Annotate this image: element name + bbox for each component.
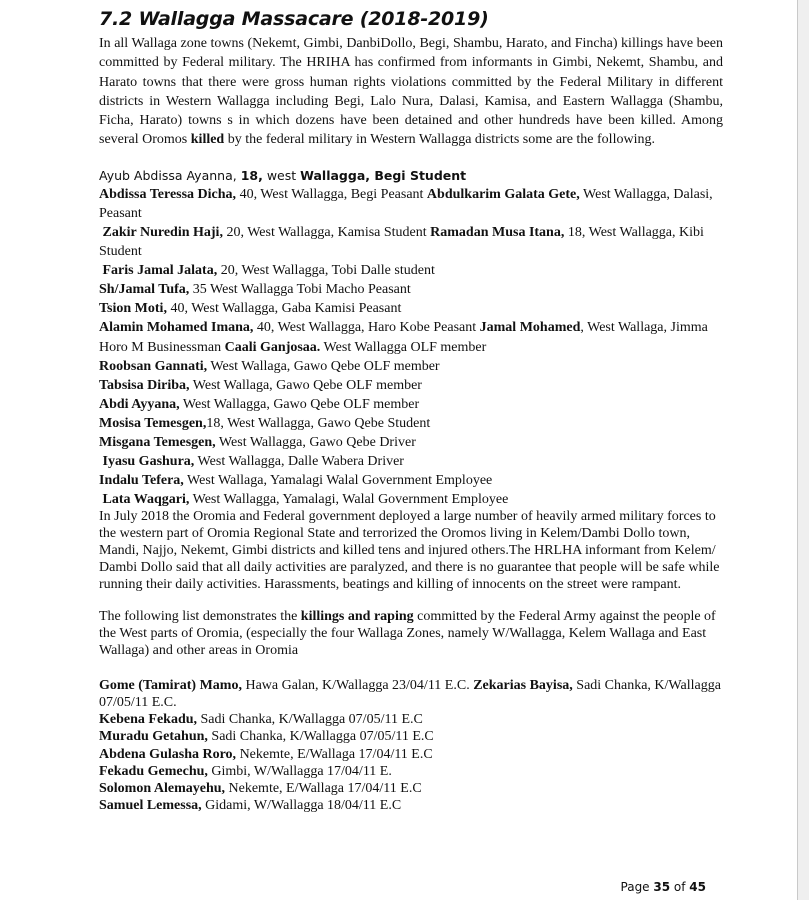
victim-entry: Misgana Temesgen, West Wallagga, Gawo Qebe Driver xyxy=(99,435,416,450)
victim-entry: Abdi Ayyana, West Wallagga, Gawo Qebe OLF member xyxy=(99,396,420,412)
section-title: 7.2 Wallagga Massacare (2018-2019) xyxy=(99,8,489,30)
victims-list-2 xyxy=(99,677,723,815)
victim-entry: Indalu Tefera, West Wallaga, Yamalagi Walal Government Employee xyxy=(99,473,493,489)
victim-entry: Samuel Lemessa, Gidami, W/Wallagga 18/04/11 E.C xyxy=(99,798,402,814)
victim-entry: Ayub Abdissa Ayanna, 18, west Wallagga, Begi Student xyxy=(99,167,467,183)
victim-entry: Kebena Fekadu, Sadi Chanka, K/Wallagga 07/05/11 E.C xyxy=(99,712,423,728)
victim-entry: Abdena Gulasha Roro, Nekemte, E/Wallaga 17/04/11 E.C xyxy=(99,746,433,762)
viewer-scrollbar[interactable] xyxy=(798,0,809,900)
victim-entry: Roobsan Gannati, West Wallaga, Gawo Qebe OLF member xyxy=(99,358,440,374)
victim-entry: Abdissa Teressa Dicha, 40, West Wallagga, Begi Peasant Abdulkarim Galata Gete, West Wallagga, Dalasi, Peasant xyxy=(99,186,713,221)
victim-entry: Alamin Mohamed Imana, 40, West Wallagga, Haro Kobe Peasant Jamal Mohamed, West Wallaga, Jimma Horo M Businessman Caali Ganjosaa. West Wallagga OLF member xyxy=(99,320,708,355)
victim-entry: Gome (Tamirat) Mamo, Hawa Galan, K/Wallagga 23/04/11 E.C. Zekarias Bayisa, Sadi Chanka, K/Wallagga 07/05/11 E.C. xyxy=(99,677,721,710)
victim-entry: Iyasu Gashura, West Wallagga, Dalle Wabera Driver xyxy=(102,454,404,470)
victims-list-1 xyxy=(99,166,723,510)
page-number-footer: Page 35 of 45 xyxy=(620,880,706,894)
victim-entry: Faris Jamal Jalata, 20, West Wallagga, Tobi Dalle student xyxy=(102,263,435,279)
victim-entry: Tsion Moti, 40, West Wallagga, Gaba Kamisi Peasant xyxy=(99,301,402,317)
page-content xyxy=(99,8,723,814)
victim-entry: Sh/Jamal Tufa, 35 West Wallagga Tobi Macho Peasant xyxy=(99,282,411,298)
victim-entry: Fekadu Gemechu, Gimbi, W/Wallagga 17/04/11 E. xyxy=(99,763,392,779)
july-2018-paragraph: In July 2018 the Oromia and Federal government deployed a large number of heavily armed military forces to the western part of Oromia Regional State and terrorized the Oromos living in Kelem/Dambi Dollo town, Mandi, Najjo, Nekemt, Gimbi districts and killed tens and injured others.The HRLHA informant from Kelem/ Dambi Dollo said that all daily activities are paralyzed, and there is no guarantee that people will be safe while running their daily activities. Harassments, beatings and killing of innocents on the street were rampant. xyxy=(99,509,720,592)
victim-entry: Muradu Getahun, Sadi Chanka, K/Wallagga 07/05/11 E.C xyxy=(99,729,434,745)
intro-paragraph: In all Wallaga zone towns (Nekemt, Gimbi, DanbiDollo, Begi, Shambu, Harato, and Fincha) killings have been committed by Federal military. The HRIHA has confirmed from informants in Gimbi, Nekemt, Shambu, and Harato towns that there were gross human rights violations committed by the Federal Military in different districts in Western Wallagga including Begi, Lalo Nura, Dalasi, Kamisa, and Eastern Wallagga (Shambu, Ficha, Harato) towns s in which dozens have been detained and other hundreds have been killed. Among several Oromos killed by the federal military in Western Wallagga districts some are the following. xyxy=(99,36,723,148)
victim-entry: Solomon Alemayehu, Nekemte, E/Wallaga 17/04/11 E.C xyxy=(99,780,422,796)
victim-entry: Mosisa Temesgen,18, West Wallagga, Gawo Qebe Student xyxy=(99,415,431,431)
list-intro-paragraph: The following list demonstrates the killings and raping committed by the Federal Army against the people of the West parts of Oromia, (especially the four Wallaga Zones, namely W/Wallagga, Kelem Wallaga and East Wallaga) and other areas in Oromia xyxy=(99,609,716,658)
victim-entry: Tabsisa Diriba, West Wallaga, Gawo Qebe OLF member xyxy=(99,377,422,393)
victim-entry: Zakir Nuredin Haji, 20, West Wallagga, Kamisa Student Ramadan Musa Itana, 18, West Wallagga, Kibi Student xyxy=(99,224,704,260)
victim-entry: Lata Waqgari, West Wallagga, Yamalagi, Walal Government Employee xyxy=(102,492,509,508)
